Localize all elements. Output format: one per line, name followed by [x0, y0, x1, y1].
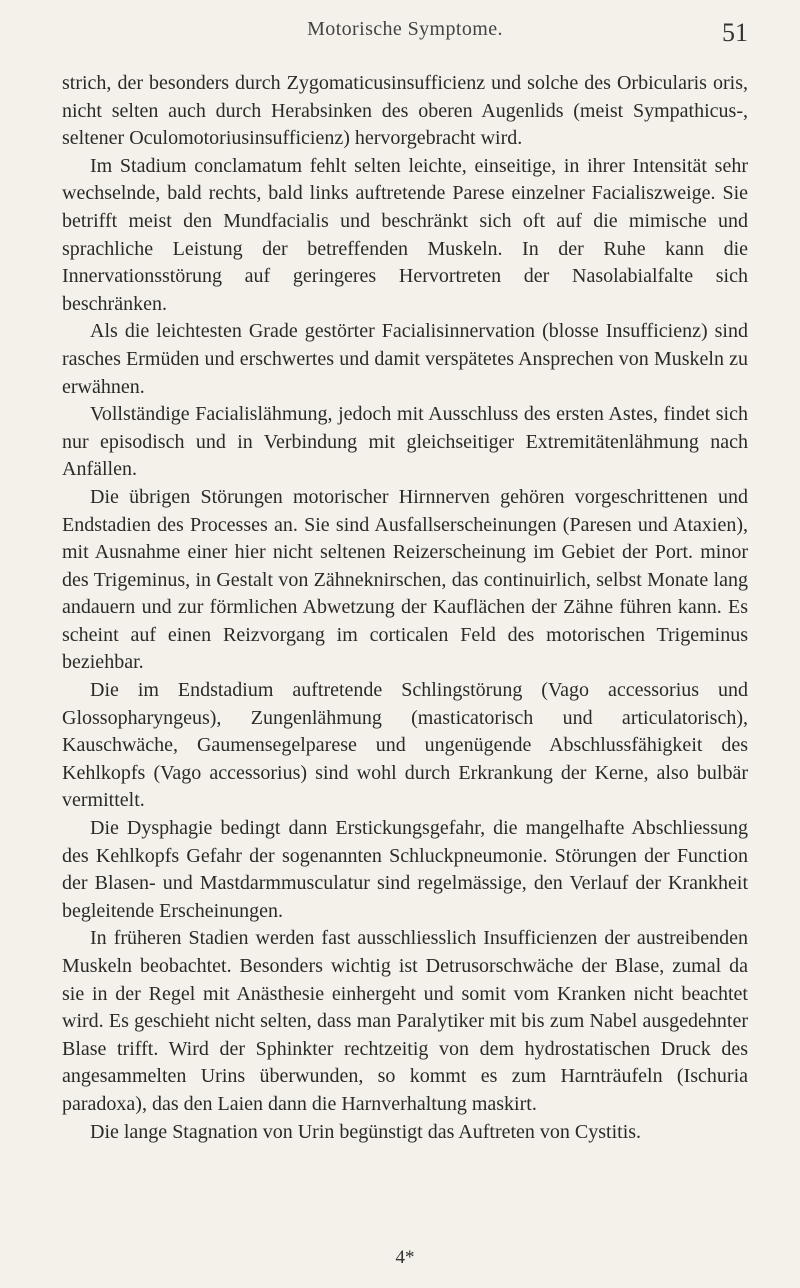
body-text	[62, 70, 748, 1146]
paragraph-7: Die Dysphagie bedingt dann Erstickungsgefahr, die mangelhafte Abschliessung des Kehlkopfs Gefahr der sogenannten Schluckpneumonie. Störungen der Function der Blasen- und Mastdarmmusculatur sind regelmässige, den Verlauf der Krankheit begleitende Erscheinungen.	[62, 817, 748, 922]
paragraph-3: Als die leichtesten Grade gestörter Facialisinnervation (blosse Insufficienz) sind rasches Ermüden und erschwertes und damit verspätetes Ansprechen von Muskeln zu erwähnen.	[62, 320, 748, 398]
running-head	[62, 18, 748, 48]
paragraph-1: strich, der besonders durch Zygomaticusinsufficienz und solche des Orbicularis oris, nicht selten auch durch Herabsinken des oberen Augenlids (meist Sympathicus-, seltener Oculomotoriusinsufficienz) hervorgebracht wird.	[62, 72, 748, 150]
paragraph-8: In früheren Stadien werden fast ausschliesslich Insufficienzen der austreibenden Muskeln beobachtet. Besonders wichtig ist Detrusorschwäche der Blase, zumal da sie in der Regel mit Anästhesie einhergeht und somit vom Kranken nicht beachtet wird. Es geschieht nicht selten, dass man Paralytiker mit bis zum Nabel ausgedehnter Blase trifft. Wird der Sphinkter rechtzeitig von dem hydrostatischen Druck des angesammelten Urins überwunden, so kommt es zum Harnträufeln (Ischuria paradoxa), das den Laien dann die Harnverhaltung maskirt.	[62, 927, 748, 1115]
signature-mark: 4*	[395, 1247, 415, 1268]
page-number: 51	[722, 18, 748, 47]
paragraph-4: Vollständige Facialislähmung, jedoch mit Ausschluss des ersten Astes, findet sich nur episodisch und in Verbindung mit gleichseitiger Extremitätenlähmung nach Anfällen.	[62, 403, 748, 481]
paragraph-6: Die im Endstadium auftretende Schlingstörung (Vago accessorius und Glossopharyngeus), Zungenlähmung (masticatorisch und articulatorisch), Kauschwäche, Gaumensegelparese und ungenügende Abschlussfähigkeit des Kehlkopfs (Vago accessorius) sind wohl durch Erkrankung der Kerne, also bulbär vermittelt.	[62, 679, 748, 812]
paragraph-5: Die übrigen Störungen motorischer Hirnnerven gehören vorgeschrittenen und Endstadien des Processes an. Sie sind Ausfallserscheinungen (Paresen und Ataxien), mit Ausnahme einer hier nicht seltenen Reizerscheinung im Gebiet der Port. minor des Trigeminus, in Gestalt von Zähneknirschen, das continuirlich, selbst Monate lang andauern und zur förmlichen Abwetzung der Kauflächen der Zähne führen kann. Es scheint auf einen Reizvorgang im corticalen Feld des motorischen Trigeminus beziehbar.	[62, 485, 748, 674]
paragraph-2: Im Stadium conclamatum fehlt selten leichte, einseitige, in ihrer Intensität sehr wechselnde, bald rechts, bald links auftretende Parese einzelner Facialiszweige. Sie betrifft meist den Mundfacialis und beschränkt sich oft auf die mimische und sprachliche Leistung der betreffenden Muskeln. In der Ruhe kann die Innervationsstörung auf geringeres Hervortreten der Nasolabialfalte sich beschränken.	[62, 154, 748, 315]
paragraph-9: Die lange Stagnation von Urin begünstigt das Auftreten von Cystitis.	[90, 1120, 642, 1143]
running-title: Motorische Symptome.	[307, 18, 503, 40]
